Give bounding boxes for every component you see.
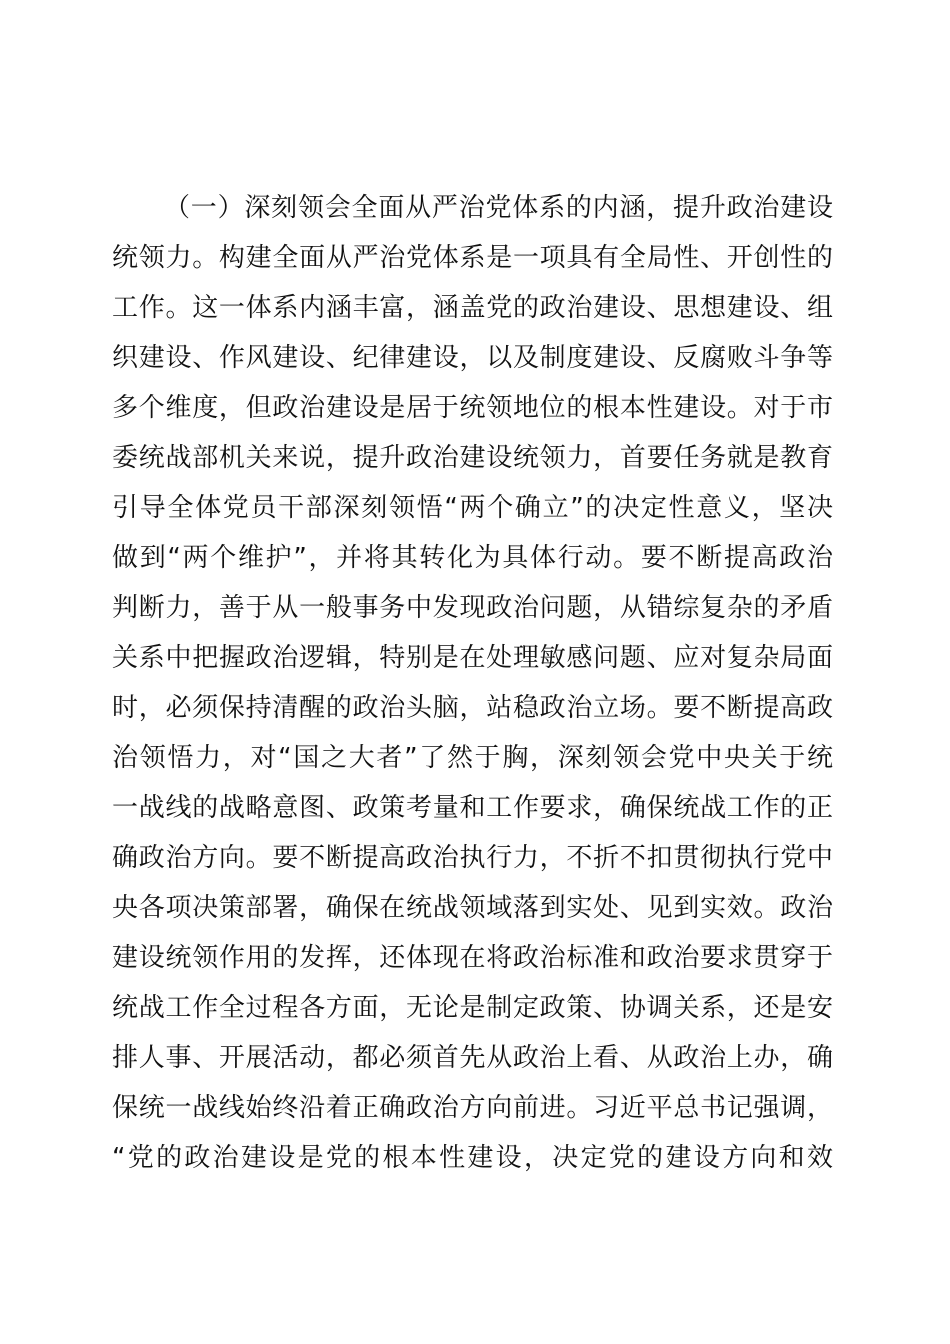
- paragraph-line: 做到“两个维护”，并将其转化为具体行动。要不断提高政治: [112, 543, 833, 573]
- paragraph-line: “党的政治建设是党的根本性建设，决定党的建设方向和效: [112, 1143, 833, 1173]
- paragraph-line: 统领力。构建全面从严治党体系是一项具有全局性、开创性的: [112, 243, 833, 273]
- paragraph-line: 治领悟力，对“国之大者”了然于胸，深刻领会党中央关于统: [112, 743, 833, 773]
- paragraph-line: 织建设、作风建设、纪律建设，以及制度建设、反腐败斗争等: [112, 343, 833, 373]
- paragraph-line: 一战线的战略意图、政策考量和工作要求，确保统战工作的正: [112, 793, 833, 823]
- paragraph-line: 工作。这一体系内涵丰富，涵盖党的政治建设、思想建设、组: [112, 293, 833, 323]
- paragraph-line: 多个维度，但政治建设是居于统领地位的根本性建设。对于市: [112, 393, 833, 423]
- paragraph-line: 保统一战线始终沿着正确政治方向前进。习近平总书记强调，: [112, 1093, 833, 1123]
- paragraph-line: 关系中把握政治逻辑，特别是在处理敏感问题、应对复杂局面: [112, 643, 833, 673]
- paragraph-line: 排人事、开展活动，都必须首先从政治上看、从政治上办，确: [112, 1043, 833, 1073]
- paragraph-line: 央各项决策部署，确保在统战领域落到实处、见到实效。政治: [112, 893, 833, 923]
- paragraph-line: 建设统领作用的发挥，还体现在将政治标准和政治要求贯穿于: [112, 943, 833, 973]
- document-body: [112, 183, 833, 1183]
- paragraph-line: 统战工作全过程各方面，无论是制定政策、协调关系，还是安: [112, 993, 833, 1023]
- paragraph-line: 判断力，善于从一般事务中发现政治问题，从错综复杂的矛盾: [112, 593, 833, 623]
- section-heading-line: （一）深刻领会全面从严治党体系的内涵，提升政治建设: [164, 193, 833, 223]
- paragraph-line: 引导全体党员干部深刻领悟“两个确立”的决定性意义，坚决: [112, 493, 833, 523]
- paragraph-line: 委统战部机关来说，提升政治建设统领力，首要任务就是教育: [112, 443, 833, 473]
- paragraph-line: 时，必须保持清醒的政治头脑，站稳政治立场。要不断提高政: [112, 693, 833, 723]
- paragraph-line: 确政治方向。要不断提高政治执行力，不折不扣贯彻执行党中: [112, 843, 833, 873]
